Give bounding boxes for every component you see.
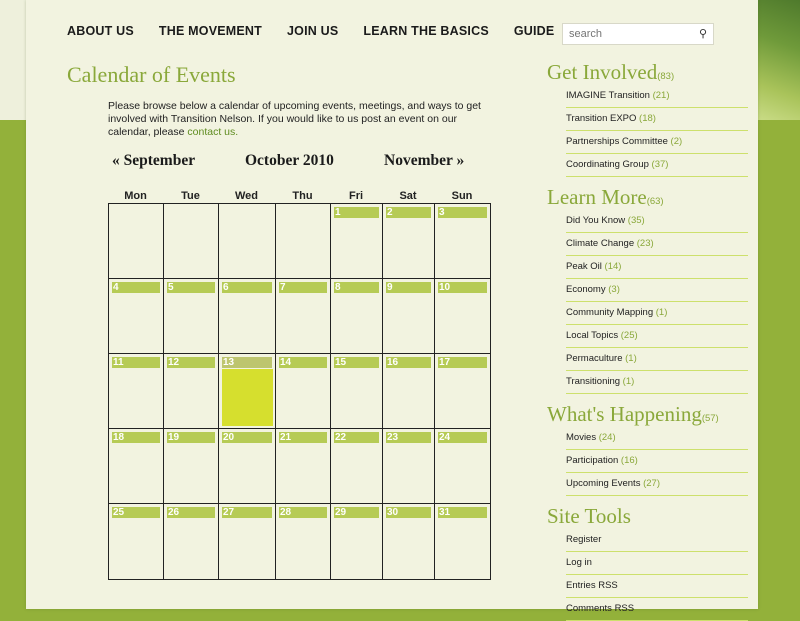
section-title-text: Learn More xyxy=(547,185,647,209)
day-number: 31 xyxy=(438,507,487,518)
day-number: 28 xyxy=(279,507,327,518)
weekday-sat: Sat xyxy=(399,190,417,202)
sidebar-item-label: Transition EXPO xyxy=(566,113,637,124)
sidebar-item-count: (25) xyxy=(618,330,638,341)
main-nav xyxy=(67,24,554,38)
calendar-day[interactable] xyxy=(435,429,491,504)
calendar-day[interactable] xyxy=(331,429,383,504)
day-number: 17 xyxy=(438,357,487,368)
calendar-day[interactable] xyxy=(435,279,491,354)
nav-the-movement[interactable]: THE MOVEMENT xyxy=(158,24,262,38)
day-number: 18 xyxy=(112,432,160,443)
sidebar-item[interactable] xyxy=(566,131,748,154)
day-number: 21 xyxy=(279,432,327,443)
sidebar-item-label: Permaculture xyxy=(566,353,623,364)
sidebar-item-count: (2) xyxy=(667,136,683,147)
intro-body: Please browse below a calendar of upcoming events, meetings, and ways to get involved with Transition Nelson. If you would like to us post an event on our calendar, please xyxy=(108,100,481,138)
weekday-sun: Sun xyxy=(451,190,473,202)
sidebar-item-count: (27) xyxy=(640,478,660,489)
sidebar-item[interactable] xyxy=(566,233,748,256)
calendar-day[interactable] xyxy=(331,504,383,580)
weekday-thu: Thu xyxy=(292,190,313,202)
calendar-day[interactable] xyxy=(331,204,383,279)
sidebar-item-label: Did You Know xyxy=(566,215,626,226)
section-count: (57) xyxy=(701,413,719,424)
calendar-day[interactable] xyxy=(164,354,219,429)
day-number: 15 xyxy=(334,357,379,368)
nav-guide[interactable]: GUIDE xyxy=(513,24,555,38)
intro-text xyxy=(108,100,488,139)
sidebar-item-count: (21) xyxy=(649,90,670,101)
sidebar-item-label: Upcoming Events xyxy=(566,478,641,489)
calendar-day[interactable] xyxy=(164,279,219,354)
sidebar-item-count: (24) xyxy=(596,432,616,443)
day-number: 22 xyxy=(334,432,379,443)
sidebar-item-label: Entries RSS xyxy=(566,580,618,591)
day-number: 3 xyxy=(438,207,487,218)
sidebar-item[interactable] xyxy=(566,473,748,496)
calendar-empty-cell xyxy=(276,204,331,279)
sidebar-item-label: Local Topics xyxy=(566,330,619,341)
calendar-day[interactable] xyxy=(109,429,164,504)
calendar-day[interactable] xyxy=(109,279,164,354)
contact-us-link[interactable]: contact us. xyxy=(187,126,239,138)
day-number: 27 xyxy=(222,507,272,518)
sidebar-item-label: Log in xyxy=(566,557,592,568)
sidebar-item-count: (18) xyxy=(636,113,656,124)
sidebar-item-label: Partnerships Committee xyxy=(566,136,668,147)
sidebar-item-label: Peak Oil xyxy=(566,261,602,272)
section-count: (83) xyxy=(657,71,675,82)
today-highlight xyxy=(222,369,273,426)
sidebar-item[interactable] xyxy=(566,210,748,233)
calendar-day[interactable] xyxy=(383,429,435,504)
sidebar-item[interactable] xyxy=(566,279,748,302)
day-number: 16 xyxy=(386,357,431,368)
nav-learn-the-basics[interactable]: LEARN THE BASICS xyxy=(363,24,489,38)
sidebar-item[interactable] xyxy=(566,256,748,279)
search-box xyxy=(562,23,714,45)
sidebar-item-label: Climate Change xyxy=(566,238,635,249)
sidebar-item-label: Community Mapping xyxy=(566,307,654,318)
sidebar-item-label: Coordinating Group xyxy=(566,159,649,170)
nav-join-us[interactable]: JOIN US xyxy=(287,24,339,38)
day-number: 1 xyxy=(334,207,379,218)
sidebar-item[interactable] xyxy=(566,371,748,394)
calendar-day[interactable] xyxy=(435,204,491,279)
calendar-day[interactable] xyxy=(276,279,331,354)
weekday-mon: Mon xyxy=(124,190,147,202)
day-number: 19 xyxy=(167,432,215,443)
calendar-day[interactable] xyxy=(109,354,164,429)
sidebar-item[interactable] xyxy=(566,529,748,552)
sidebar-item-label: Comments RSS xyxy=(566,603,635,614)
day-number: 6 xyxy=(222,282,272,293)
sidebar-item[interactable] xyxy=(566,598,748,621)
section-title-text: Get Involved xyxy=(547,60,658,84)
day-number: 13 xyxy=(222,357,272,368)
sidebar-item-label: Movies xyxy=(566,432,597,443)
calendar-day[interactable] xyxy=(383,354,435,429)
day-number: 20 xyxy=(222,432,272,443)
section-title-text: Site Tools xyxy=(547,504,631,528)
next-month-link[interactable]: November » xyxy=(384,152,465,169)
sidebar-item-label: IMAGINE Transition xyxy=(566,90,650,101)
prev-month-link[interactable]: « September xyxy=(112,152,196,169)
sidebar-item-label: Economy xyxy=(566,284,606,295)
calendar-day[interactable] xyxy=(219,429,276,504)
sidebar-item[interactable] xyxy=(566,85,748,108)
day-number: 10 xyxy=(438,282,487,293)
calendar-day[interactable] xyxy=(164,429,219,504)
nav-about-us[interactable]: ABOUT US xyxy=(67,24,134,38)
calendar-day[interactable] xyxy=(383,204,435,279)
sidebar-section-title[interactable] xyxy=(547,185,664,210)
calendar-day[interactable] xyxy=(435,354,491,429)
sidebar-item[interactable] xyxy=(566,154,748,177)
sidebar-item-count: (1) xyxy=(620,376,635,387)
sidebar-item[interactable] xyxy=(566,450,748,473)
calendar-day[interactable] xyxy=(331,279,383,354)
day-number: 26 xyxy=(167,507,215,518)
calendar-day[interactable] xyxy=(435,504,491,580)
day-number: 25 xyxy=(112,507,160,518)
calendar-day[interactable] xyxy=(276,504,331,580)
day-number: 11 xyxy=(112,357,160,368)
calendar-day[interactable] xyxy=(219,279,276,354)
day-number: 24 xyxy=(438,432,487,443)
search-input[interactable] xyxy=(563,25,689,43)
sidebar-item-count: (23) xyxy=(634,238,654,249)
sidebar-item-count: (3) xyxy=(605,284,620,295)
sidebar-item-count: (37) xyxy=(648,159,669,170)
calendar-day[interactable] xyxy=(383,279,435,354)
day-number: 14 xyxy=(279,357,327,368)
calendar-day[interactable] xyxy=(276,429,331,504)
day-number: 9 xyxy=(386,282,431,293)
sidebar-item-count: (1) xyxy=(622,353,637,364)
sidebar-item[interactable] xyxy=(566,325,748,348)
sidebar-item[interactable] xyxy=(566,348,748,371)
calendar-empty-cell xyxy=(219,204,276,279)
calendar-empty-cell xyxy=(164,204,219,279)
sidebar-item-count: (1) xyxy=(653,307,668,318)
sidebar-item-label: Participation xyxy=(566,455,619,466)
calendar-day[interactable] xyxy=(276,354,331,429)
calendar-day[interactable] xyxy=(164,504,219,580)
calendar-day[interactable] xyxy=(383,504,435,580)
day-number: 4 xyxy=(112,282,160,293)
weekday-tue: Tue xyxy=(181,190,200,202)
section-count: (63) xyxy=(646,196,664,207)
calendar-day[interactable] xyxy=(331,354,383,429)
sidebar-section-title[interactable] xyxy=(547,504,631,529)
search-icon[interactable]: ⚲ xyxy=(698,28,707,40)
calendar-empty-cell xyxy=(109,204,164,279)
day-number: 8 xyxy=(334,282,379,293)
day-number: 5 xyxy=(167,282,215,293)
calendar-day[interactable] xyxy=(109,504,164,580)
sidebar-item-count: (35) xyxy=(625,215,645,226)
day-number: 7 xyxy=(279,282,327,293)
sidebar-item-count: (16) xyxy=(618,455,638,466)
sidebar-section-title[interactable] xyxy=(547,60,674,85)
day-number: 12 xyxy=(167,357,215,368)
weekday-wed: Wed xyxy=(234,190,259,202)
calendar-day[interactable] xyxy=(219,354,276,429)
sidebar-item-label: Register xyxy=(566,534,602,545)
day-number: 2 xyxy=(386,207,431,218)
sidebar-item[interactable] xyxy=(566,108,748,131)
sidebar-item[interactable] xyxy=(566,575,748,598)
calendar-grid xyxy=(108,203,491,580)
weekday-fri: Fri xyxy=(348,190,364,202)
sidebar-item[interactable] xyxy=(566,552,748,575)
page-title: Calendar of Events xyxy=(67,62,236,87)
current-month: October 2010 xyxy=(245,152,334,169)
sidebar-item-label: Transitioning xyxy=(566,376,621,387)
sidebar-item[interactable] xyxy=(566,302,748,325)
section-title-text: What's Happening xyxy=(547,402,702,426)
day-number: 29 xyxy=(334,507,379,518)
calendar-day[interactable] xyxy=(219,504,276,580)
sidebar-item-count: (14) xyxy=(601,261,622,272)
day-number: 23 xyxy=(386,432,431,443)
sidebar-section-title[interactable] xyxy=(547,402,719,427)
day-number: 30 xyxy=(386,507,431,518)
sidebar-item[interactable] xyxy=(566,427,748,450)
